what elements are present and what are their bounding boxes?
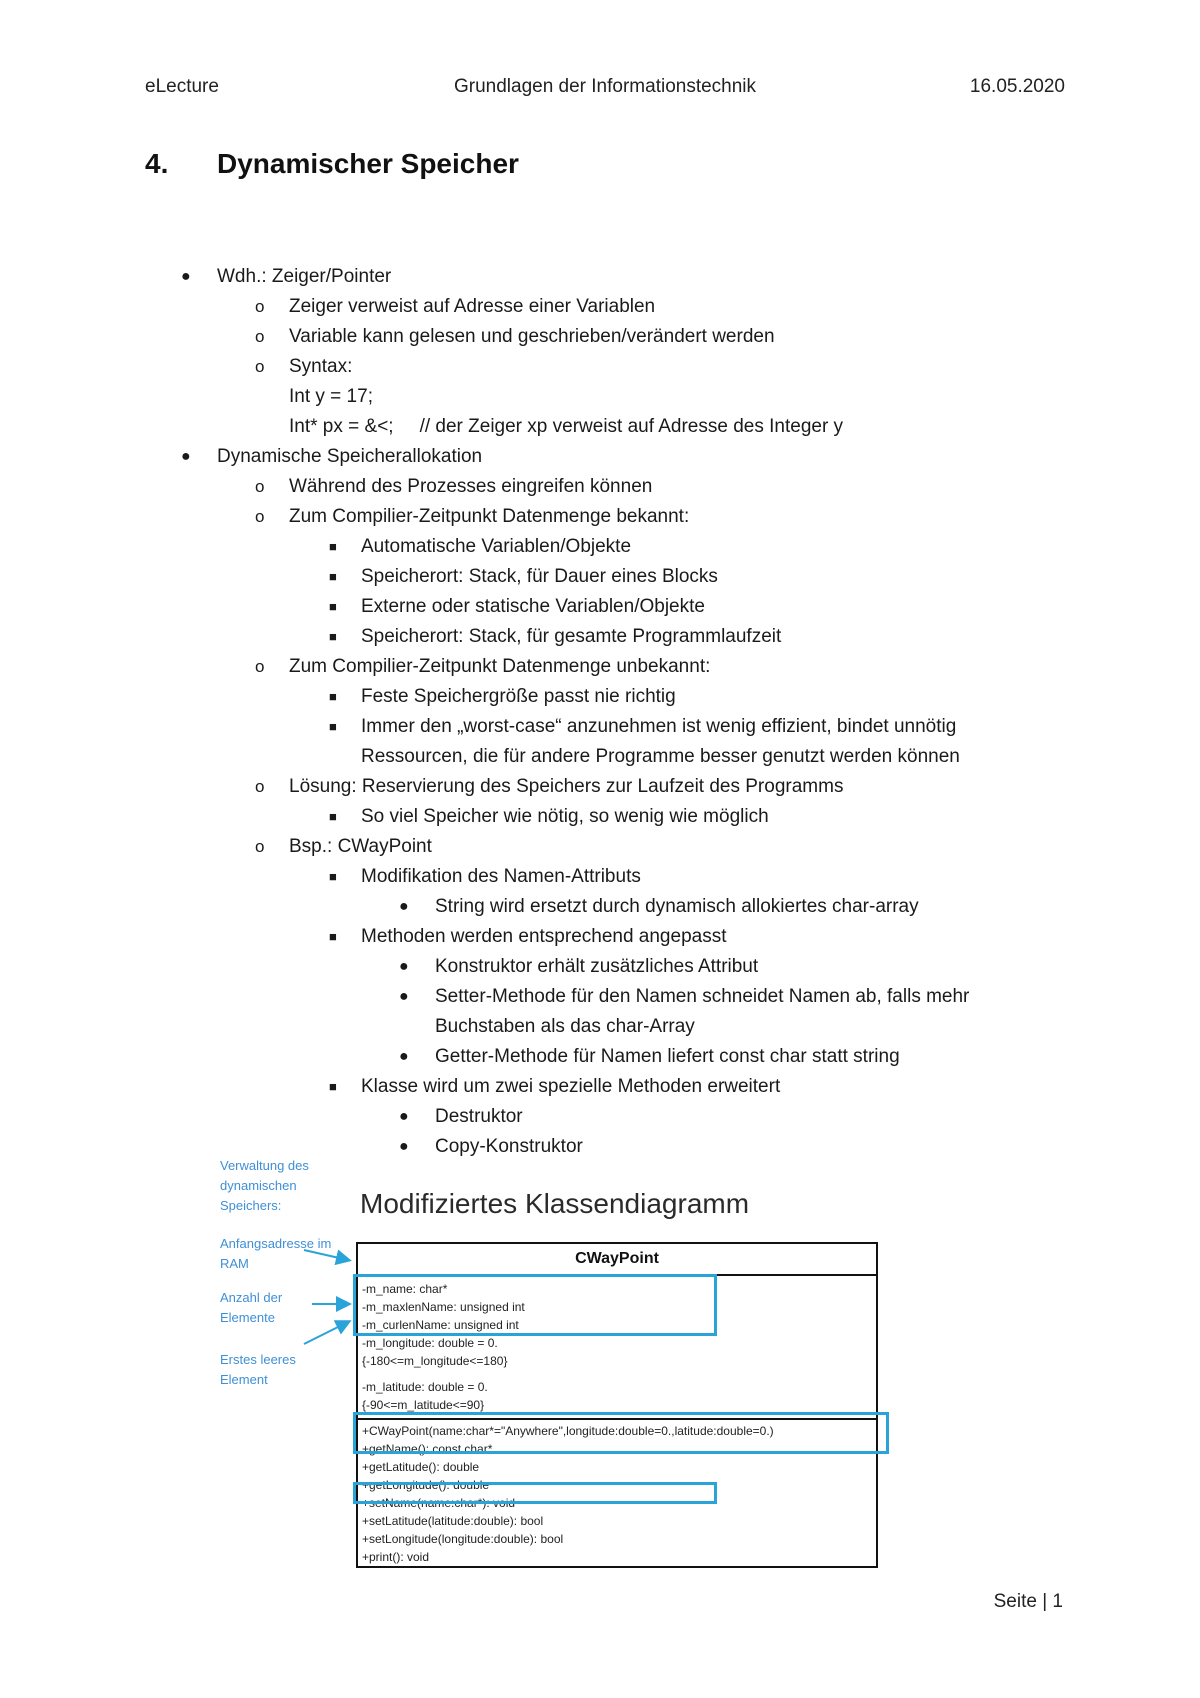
list-item: ■ Automatische Variablen/Objekte — [289, 532, 1045, 562]
list-item: o Zum Compilier-Zeitpunkt Datenmenge unbekannt: ■ Feste Speichergröße passt nie richtig ■ Immer den „worst-case“ anzunehmen ist wenig effizient, bindet unnötig Ressourcen, die für andere Programme besser genutzt werden können — [217, 652, 1045, 772]
code-line: Int y = 17; — [289, 386, 373, 407]
side-label: Anzahl der Elemente — [220, 1290, 283, 1325]
circle-bullet-icon: o — [255, 507, 265, 526]
bullet-icon: ● — [181, 268, 191, 285]
square-bullet-icon: ■ — [329, 1079, 337, 1094]
square-bullet-icon: ■ — [329, 569, 337, 584]
class-diagram-figure — [220, 1156, 940, 1576]
side-label: Anfangsadresse im RAM — [220, 1236, 332, 1271]
bullet-icon: ● — [399, 898, 409, 915]
square-bullet-icon: ■ — [329, 599, 337, 614]
section-title: Dynamischer Speicher — [217, 148, 519, 179]
uml-attribute: -m_latitude: double = 0. — [362, 1380, 488, 1394]
section-heading — [145, 148, 519, 180]
uml-attribute: {-180<=m_longitude<=180} — [362, 1354, 508, 1368]
uml-method: +CWayPoint(name:char*="Anywhere",longitude:double=0.,latitude:double=0.) — [362, 1424, 774, 1438]
list-item: ● Dynamische Speicherallokation o Während des Prozesses eingreifen können o Zum Compilier-Zeitpunkt Datenmenge bekannt: ■ Automatische Variablen/Objekte ■ Speicherort: Stack, für Dauer eines Blocks ■ Externe oder statische Variablen/Objekte ■ Speicherort: Stack, für gesamte Programmlaufzeit o Zum Compilier-Zeitpunkt Datenmenge unbekannt: ■ Feste Speichergröße passt nie richtig ■ Immer den „worst-case“ anzunehmen ist wenig effizient, bindet unnötig Ressourcen, die für andere Programme besser genutzt werden können o Lösung: Reservierung des Speichers zur Laufzeit des Programms ■ So viel Speicher wie nötig, so wenig wie möglich o Bsp.: CWayPoint ■ Modifikation des Namen-Attributs ● String wird ersetzt durch dynamisch allokiertes char-array ■ Methoden werden entsprechend angepasst ● Konstruktor erhält zusätzliches Attribut ● Setter-Methode für den Namen schneidet Namen ab, falls mehr Buchstaben als das char-Array ● Getter-Methode für Namen liefert const char statt string ■ Klasse wird um zwei spezielle Methoden erweitert ● Destruktor ● Copy-Konstruktor — [145, 442, 1045, 1162]
bullet-icon: ● — [399, 988, 409, 1005]
list-item: ■ Klasse wird um zwei spezielle Methoden erweitert ● Destruktor ● Copy-Konstruktor — [289, 1072, 1045, 1162]
list-item: ■ So viel Speicher wie nötig, so wenig wie möglich — [289, 802, 1045, 832]
list-item: ■ Modifikation des Namen-Attributs ● String wird ersetzt durch dynamisch allokiertes char-array — [289, 862, 1045, 922]
list-item: ● Wdh.: Zeiger/Pointer o Zeiger verweist auf Adresse einer Variablen o Variable kann gelesen und geschrieben/verändert werden o Syntax: Int y = 17; Int* px = &<; // der Zeiger xp verweist auf Adresse des Integer y — [145, 262, 1045, 442]
circle-bullet-icon: o — [255, 837, 265, 856]
circle-bullet-icon: o — [255, 657, 265, 676]
square-bullet-icon: ■ — [329, 869, 337, 884]
arrow-icon — [304, 1250, 348, 1260]
page-header — [145, 76, 1065, 102]
uml-method: +print(): void — [362, 1550, 430, 1564]
list-item: ● Getter-Methode für Namen liefert const char statt string — [361, 1042, 1045, 1072]
list-item: ● Setter-Methode für den Namen schneidet Namen ab, falls mehr Buchstaben als das char-Array — [361, 982, 1045, 1042]
uml-method: +setName(name:char*): void — [362, 1496, 516, 1510]
highlight-box — [353, 1274, 717, 1336]
list-item: ● String wird ersetzt durch dynamisch allokiertes char-array — [361, 892, 1045, 922]
list-item: ■ Feste Speichergröße passt nie richtig — [289, 682, 1045, 712]
uml-attribute: {-90<=m_latitude<=90} — [362, 1398, 485, 1412]
list-item: o Variable kann gelesen und geschrieben/verändert werden — [217, 322, 1045, 352]
list-item: ■ Methoden werden entsprechend angepasst ● Konstruktor erhält zusätzliches Attribut ● Setter-Methode für den Namen schneidet Namen ab, falls mehr Buchstaben als das char-Array ● Getter-Methode für Namen liefert const char statt string — [289, 922, 1045, 1072]
list-item: ■ Speicherort: Stack, für Dauer eines Blocks — [289, 562, 1045, 592]
header-center: Grundlagen der Informationstechnik — [453, 76, 757, 97]
list-item: o Lösung: Reservierung des Speichers zur Laufzeit des Programms ■ So viel Speicher wie nötig, so wenig wie möglich — [217, 772, 1045, 832]
square-bullet-icon: ■ — [329, 539, 337, 554]
uml-class-name: CWayPoint — [358, 1244, 876, 1276]
uml-method: +setLongitude(longitude:double): bool — [362, 1532, 564, 1546]
list-item: o Bsp.: CWayPoint ■ Modifikation des Namen-Attributs ● String wird ersetzt durch dynamisch allokiertes char-array ■ Methoden werden entsprechend angepasst ● Konstruktor erhält zusätzliches Attribut ● Setter-Methode für den Namen schneidet Namen ab, falls mehr Buchstaben als das char-Array ● Getter-Methode für Namen liefert const char statt string ■ Klasse wird um zwei spezielle Methoden erweitert ● Destruktor ● Copy-Konstruktor — [217, 832, 1045, 1162]
highlight-box — [353, 1482, 717, 1504]
uml-attribute: -m_curlenName: unsigned int — [362, 1318, 519, 1332]
square-bullet-icon: ■ — [329, 809, 337, 824]
bullet-icon: ● — [181, 448, 191, 465]
circle-bullet-icon: o — [255, 327, 265, 346]
header-date: 16.05.2020 — [969, 76, 1065, 97]
list-item: ● Destruktor — [361, 1102, 1045, 1132]
list-item: ● Konstruktor erhält zusätzliches Attribut — [361, 952, 1045, 982]
header-left: eLecture — [145, 76, 219, 97]
uml-attribute: -m_longitude: double = 0. — [362, 1336, 498, 1350]
square-bullet-icon: ■ — [329, 719, 337, 734]
uml-method: +getLatitude(): double — [362, 1460, 480, 1474]
side-label: Verwaltung des dynamischen Speichers: — [220, 1158, 309, 1213]
list-item: ■ Externe oder statische Variablen/Objekte — [289, 592, 1045, 622]
code-line: Int* px = &<; // der Zeiger xp verweist auf Adresse des Integer y — [289, 416, 844, 437]
square-bullet-icon: ■ — [329, 929, 337, 944]
list-item: ● Copy-Konstruktor — [361, 1132, 1045, 1162]
bullet-icon: ● — [399, 1108, 409, 1125]
section-number: 4. — [145, 148, 169, 179]
circle-bullet-icon: o — [255, 297, 265, 316]
uml-attribute: -m_maxlenName: unsigned int — [362, 1300, 525, 1314]
content-list — [145, 262, 1045, 1162]
uml-method: +getLongitude(): double — [362, 1478, 490, 1492]
list-item: o Zum Compilier-Zeitpunkt Datenmenge bekannt: ■ Automatische Variablen/Objekte ■ Speicherort: Stack, für Dauer eines Blocks ■ Externe oder statische Variablen/Objekte ■ Speicherort: Stack, für gesamte Programmlaufzeit — [217, 502, 1045, 652]
list-item: ■ Immer den „worst-case“ anzunehmen ist wenig effizient, bindet unnötig Ressourcen, die für andere Programme besser genutzt werden können — [289, 712, 1045, 772]
bullet-icon: ● — [399, 958, 409, 975]
list-item: o Syntax: Int y = 17; Int* px = &<; // der Zeiger xp verweist auf Adresse des Integer y — [217, 352, 1045, 442]
page-number: Seite | 1 — [993, 1591, 1063, 1612]
side-label: Erstes leeres Element — [220, 1352, 296, 1387]
circle-bullet-icon: o — [255, 357, 265, 376]
square-bullet-icon: ■ — [329, 689, 337, 704]
list-item: ■ Speicherort: Stack, für gesamte Programmlaufzeit — [289, 622, 1045, 652]
list-item: o Zeiger verweist auf Adresse einer Variablen — [217, 292, 1045, 322]
uml-attribute: -m_name: char* — [362, 1282, 448, 1296]
bullet-icon: ● — [399, 1048, 409, 1065]
uml-method: +setLatitude(latitude:double): bool — [362, 1514, 544, 1528]
uml-method: +getName(): const char* — [362, 1442, 493, 1456]
circle-bullet-icon: o — [255, 777, 265, 796]
arrow-icon — [304, 1322, 348, 1344]
square-bullet-icon: ■ — [329, 629, 337, 644]
diagram-title: Modifiziertes Klassendiagramm — [360, 1188, 750, 1219]
list-item: o Während des Prozesses eingreifen können — [217, 472, 1045, 502]
highlight-box — [353, 1412, 889, 1454]
bullet-icon: ● — [399, 1138, 409, 1155]
circle-bullet-icon: o — [255, 477, 265, 496]
